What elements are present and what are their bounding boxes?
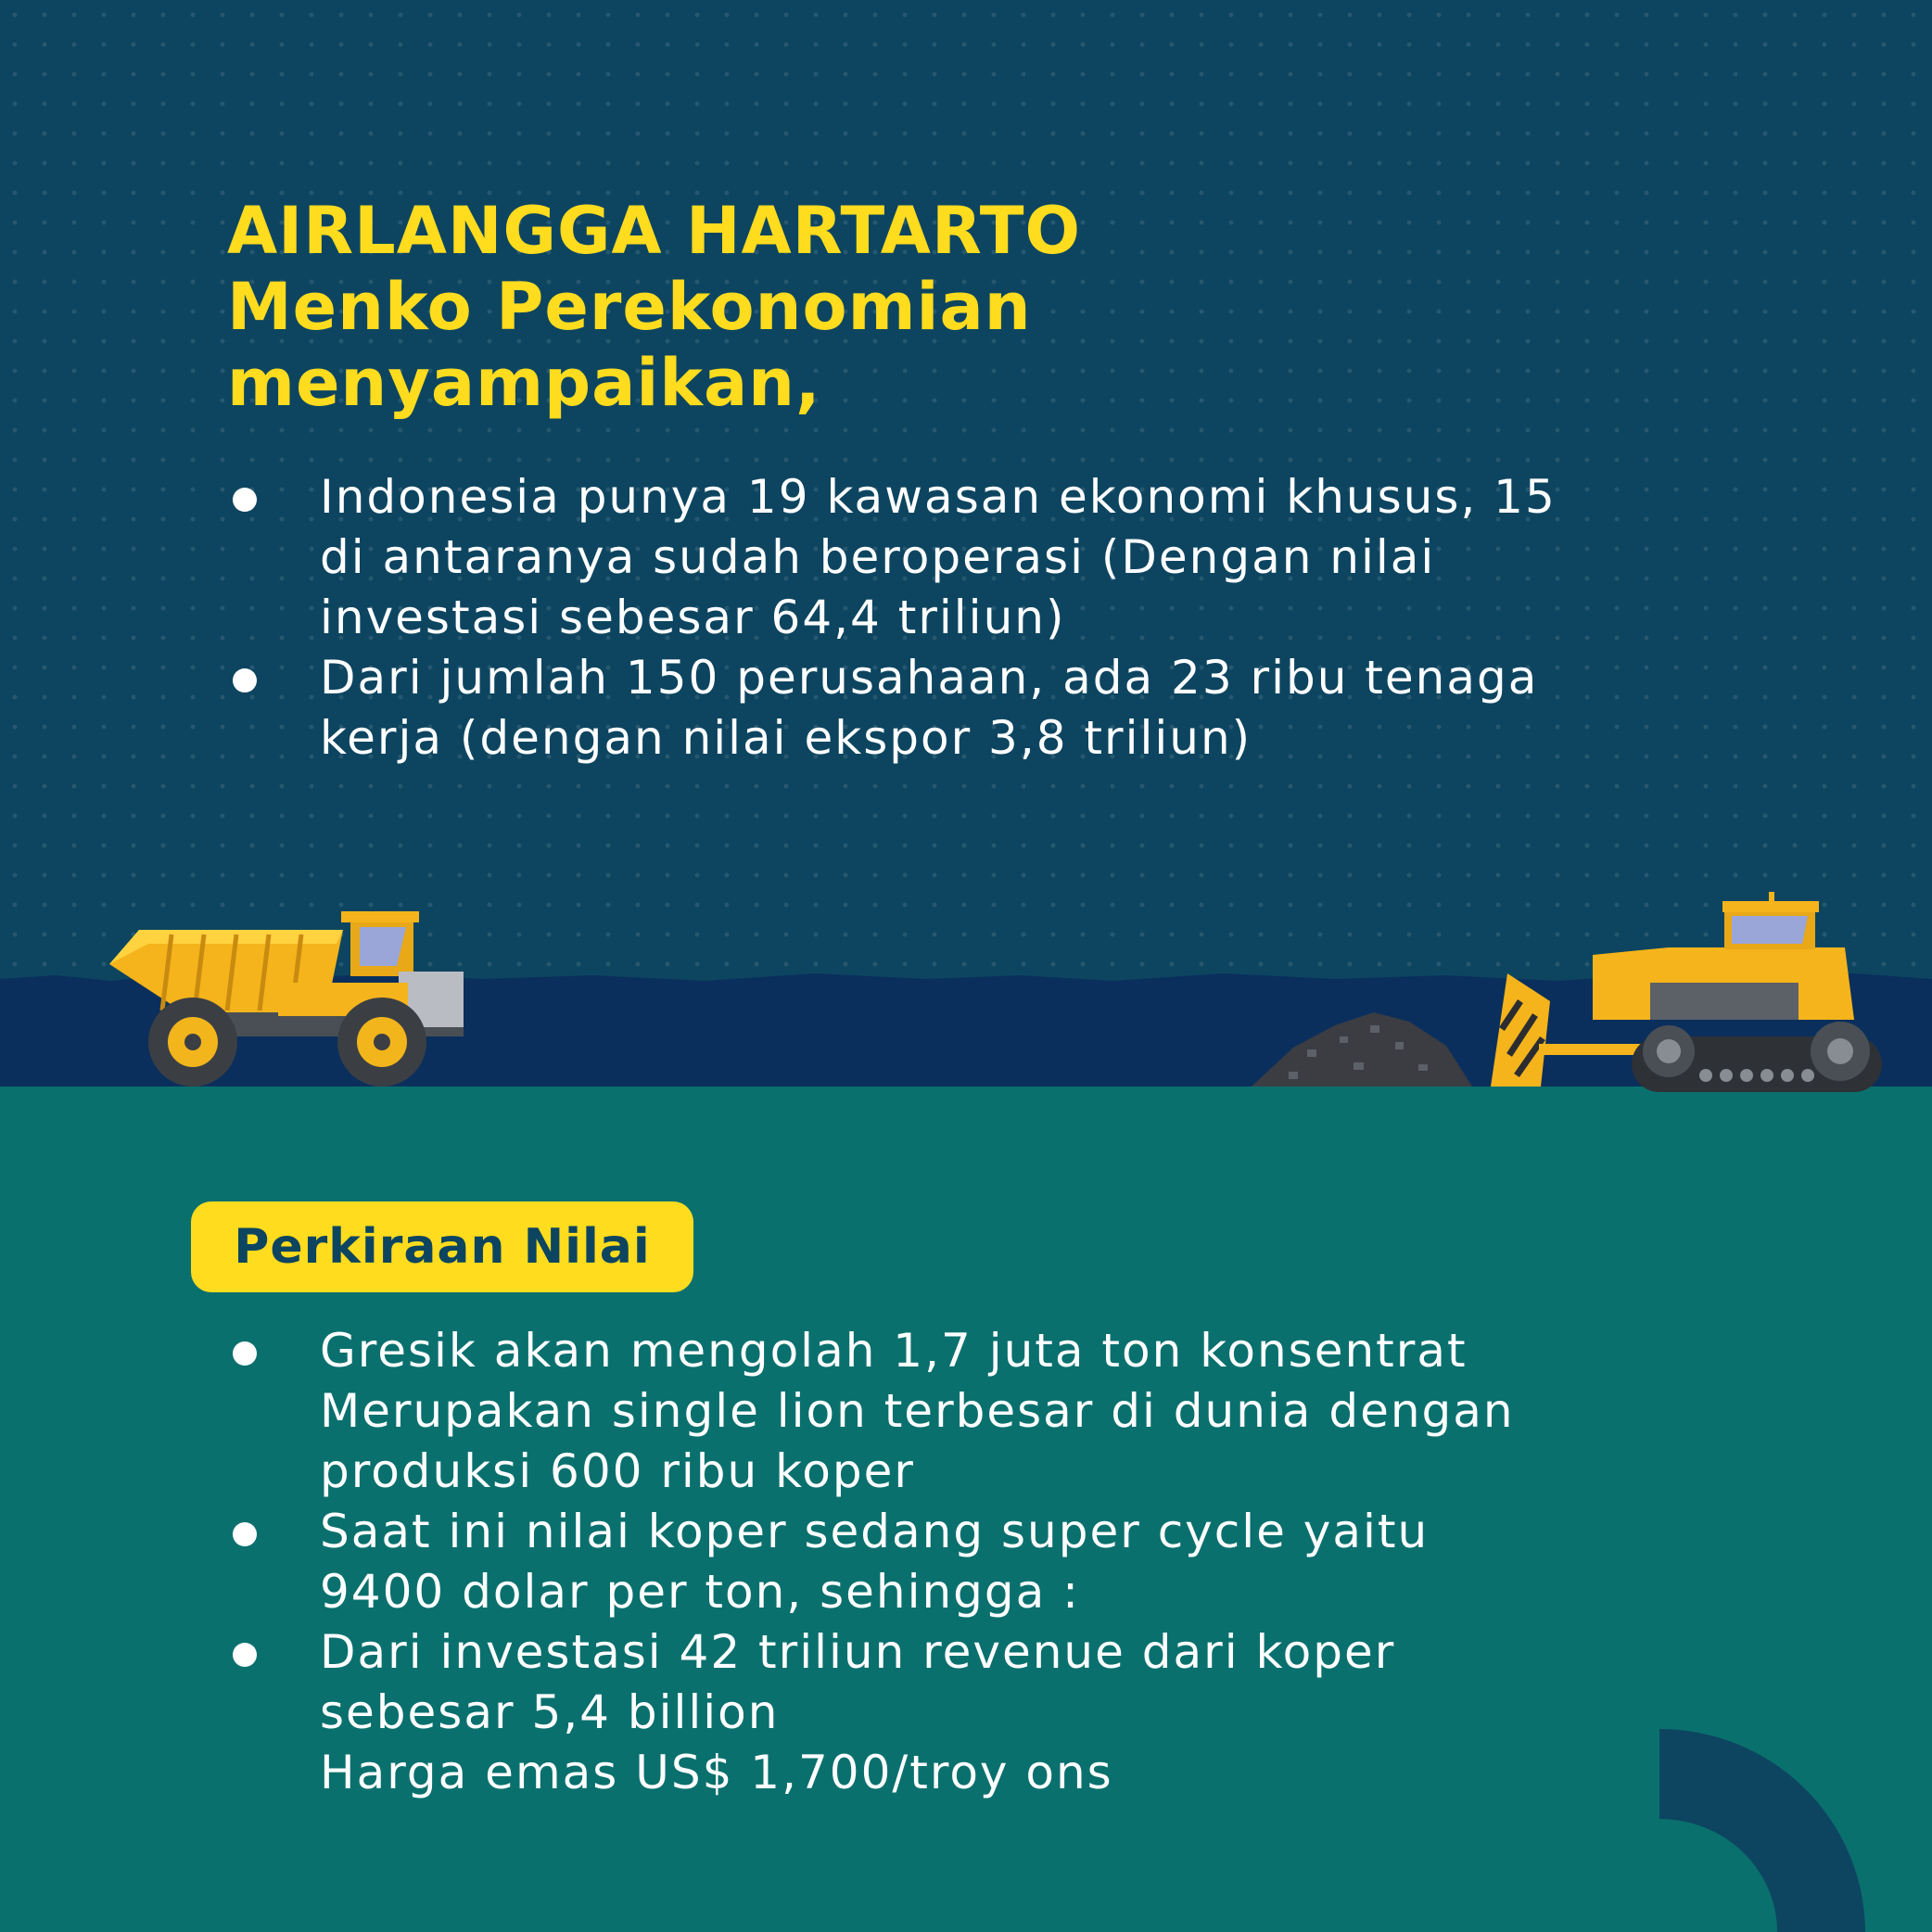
list-item-line: Harga emas US$ 1,700/troy ons	[320, 1746, 1113, 1799]
speaker-name: AIRLANGGA HARTARTO	[227, 193, 1081, 269]
list-item-line: Dari jumlah 150 perusahaan, ada 23 ribu tenaga	[320, 651, 1539, 705]
list-item-line: kerja (dengan nilai ekspor 3,8 triliun)	[320, 711, 1252, 765]
list-item-line: Merupakan single lion terbesar di dunia dengan	[320, 1384, 1515, 1438]
list-item-line: Dari investasi 42 triliun revenue dari koper	[320, 1625, 1396, 1679]
headline-verb: menyampaikan,	[227, 345, 821, 421]
list-item-line: Gresik akan mengolah 1,7 juta ton konsentrat	[320, 1324, 1468, 1378]
list-item-line: produksi 600 ribu koper	[320, 1444, 915, 1498]
list-item-line: Saat ini nilai koper sedang super cycle yaitu	[320, 1505, 1430, 1558]
speaker-role: Menko Perekonomian	[227, 269, 1032, 345]
list-item-line: investasi sebesar 64,4 triliun)	[320, 591, 1066, 644]
list-item-line: sebesar 5,4 billion	[320, 1685, 780, 1739]
section-badge: Perkiraan Nilai	[191, 1201, 693, 1292]
list-item-line: 9400 dolar per ton, sehingga :	[320, 1565, 1081, 1619]
list-item-line: di antaranya sudah beroperasi (Dengan nilai	[320, 530, 1436, 584]
list-item-line: Indonesia punya 19 kawasan ekonomi khusus, 15	[320, 470, 1557, 524]
